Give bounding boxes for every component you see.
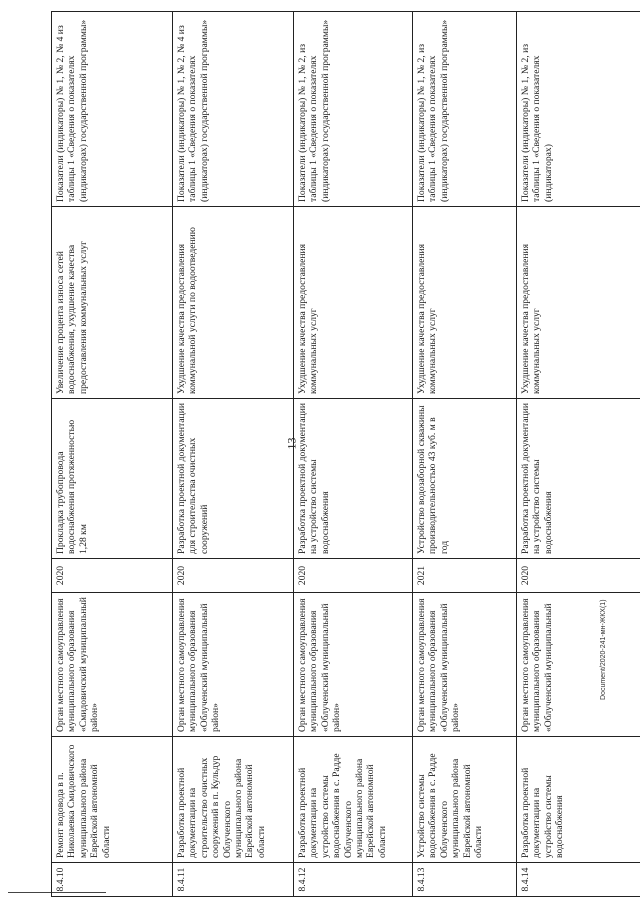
- consequence: Ухудшение качества предоставления коммунальных услуг: [517, 207, 640, 399]
- indicators: Показатели (индикаторы) № 1, № 2, из таблицы 1 «Сведения о показателях (индикаторах) государственной программы»: [294, 12, 413, 207]
- year: 2020: [52, 559, 173, 593]
- expected-result: Устройство водозаборной скважины производительностью 43 куб. м в год: [413, 399, 517, 559]
- expected-result: Разработка проектной документации для строительства очистных сооружений: [173, 399, 294, 559]
- executor: Орган местного самоуправления муниципального образования «Смидовичский муниципальный район»: [52, 593, 173, 737]
- indicators: Показатели (индикаторы) № 1, № 2, № 4 из таблицы 1 «Сведения о показателях (индикаторах) государственной программы»: [52, 12, 173, 207]
- rotated-page-content: [51, 12, 640, 897]
- consequence: Увеличение процента износа сетей водоснабжения, ухудшение качества предоставления коммунальных услуг: [52, 207, 173, 399]
- expected-result: Разработка проектной документации на устройство системы водоснабжения: [517, 399, 640, 559]
- executor: Орган местного самоуправления муниципального образования «Облученский муниципальный район»: [294, 593, 413, 737]
- table-row: [517, 12, 640, 897]
- row-number: 8.4.10: [52, 863, 173, 897]
- consequence: Ухудшение качества предоставления коммунальной услуги по водоотведению: [173, 207, 294, 399]
- indicators: Показатели (индикаторы) № 1, № 2, из таблицы 1 «Сведения о показателях (индикаторах) государственной программы»: [413, 12, 517, 207]
- indicators: Показатели (индикаторы) № 1, № 2, № 4 из таблицы 1 «Сведения о показателях (индикаторах) государственной программы»: [173, 12, 294, 207]
- table-row: [52, 12, 173, 897]
- consequence: Ухудшение качества предоставления коммунальных услуг: [294, 207, 413, 399]
- year: 2020: [517, 559, 640, 593]
- document-code: Document/2020-241-мн-ЖКХ(1): [600, 599, 607, 700]
- year: 2021: [413, 559, 517, 593]
- executor: Орган местного самоуправления муниципального образования «Облученский муниципальный район»: [413, 593, 517, 737]
- event-name: Ремонт водовода в п. Николаевка Смидовичского муниципального района Еврейской автономной области: [52, 737, 173, 863]
- page-number: 13: [284, 437, 299, 450]
- event-name: Разработка проектной документации на устройство системы водоснабжения: [517, 737, 640, 863]
- executor: Орган местного самоуправления муниципального образования «Облученский муниципальный район»: [173, 593, 294, 737]
- expected-result: Разработка проектной документации на устройство системы водоснабжения: [294, 399, 413, 559]
- row-number: 8.4.12: [294, 863, 413, 897]
- row-number: 8.4.14: [517, 863, 640, 897]
- row-number: 8.4.11: [173, 863, 294, 897]
- expected-result: Прокладка трубопровода водоснабжения протяженностью 1,28 км: [52, 399, 173, 559]
- consequence: Ухудшение качества предоставления коммунальных услуг: [413, 207, 517, 399]
- year: 2020: [173, 559, 294, 593]
- row-number: 8.4.13: [413, 863, 517, 897]
- year: 2020: [294, 559, 413, 593]
- table-row: [294, 12, 413, 897]
- executor: Орган местного самоуправления муниципального образования «Облученский муниципальный: [517, 593, 640, 737]
- event-name: Устройство системы водоснабжения в с. Радде Облученского муниципального района Еврейской автономной области: [413, 737, 517, 863]
- indicators: Показатели (индикаторы) № 1, № 2, из таблицы 1 «Сведения о показателях (индикаторах): [517, 12, 640, 207]
- event-name: Разработка проектной документации на строительство очистных сооружений в п. Кульдур Облученского муниципального района Еврейской автономной области: [173, 737, 294, 863]
- table-row: [413, 12, 517, 897]
- table-row: [173, 12, 294, 897]
- event-name: Разработка проектной документации на устройство системы водоснабжения в с. Радде Облученского муниципального района Еврейской автономной области: [294, 737, 413, 863]
- measures-table: [51, 11, 640, 897]
